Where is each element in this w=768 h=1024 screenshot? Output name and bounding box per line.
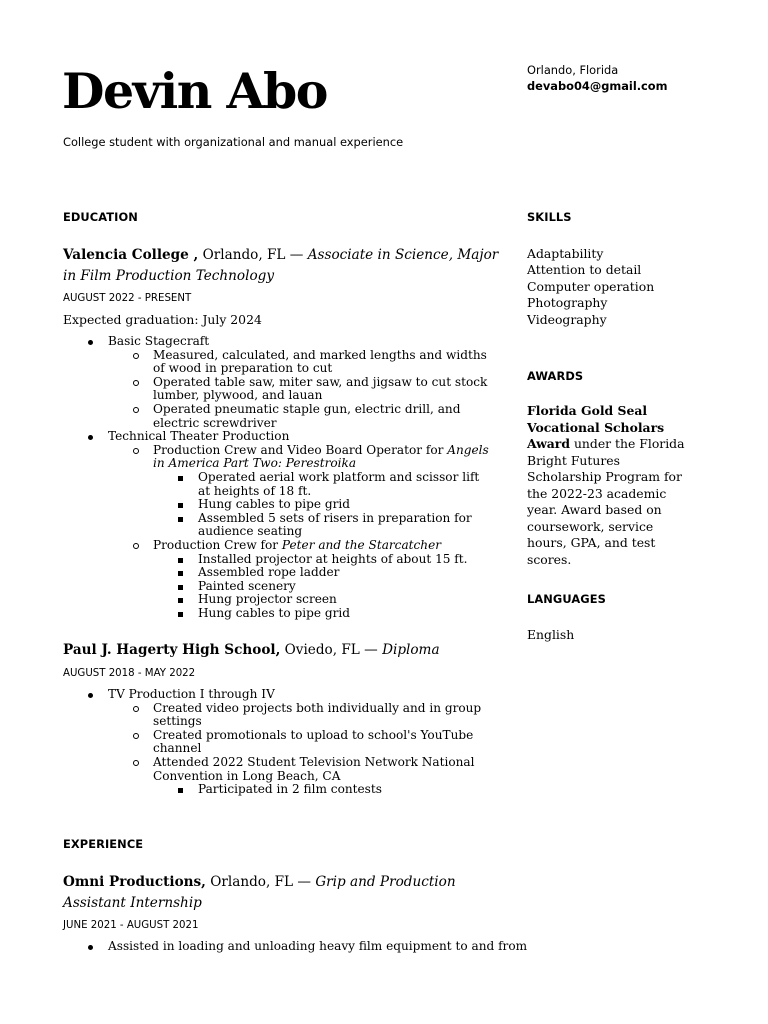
- job-role: Grip and Production Assistant Internship: [63, 874, 456, 911]
- award-name: Florida Gold Seal Vocational Scholars Award: [527, 403, 665, 451]
- course-label: Technical Theater Production: [108, 429, 290, 444]
- role-text: Production Crew for: [153, 537, 282, 552]
- list-item: [63, 688, 493, 797]
- languages-heading: LANGUAGES: [527, 592, 606, 606]
- list-item: Hung cables to pipe grid: [153, 607, 493, 621]
- list-item: Participated in 2 film contests: [153, 783, 493, 797]
- convention-tasks: [153, 783, 493, 797]
- tagline: College student with organizational and manual experience: [63, 135, 404, 149]
- list-item: [63, 335, 493, 430]
- valencia-coursework: [63, 335, 493, 620]
- list-item: Hung cables to pipe grid: [153, 498, 493, 512]
- awards-heading: AWARDS: [527, 369, 584, 383]
- peter-tasks: [153, 553, 493, 621]
- list-item: [63, 430, 493, 620]
- omni-dates: JUNE 2021 - AUGUST 2021: [63, 920, 199, 931]
- list-item: [108, 539, 493, 621]
- education-heading: EDUCATION: [63, 210, 138, 224]
- list-item: Assisted in loading and unloading heavy film equipment to and from: [63, 940, 503, 954]
- role-text: Production Crew and Video Board Operator for: [153, 442, 448, 457]
- list-item: Installed projector at heights of about 15 ft.: [153, 553, 493, 567]
- duties-list: [63, 939, 528, 954]
- list-item: Assembled 5 sets of risers in preparation for audience seating: [153, 512, 493, 539]
- production-title: Peter and the Starcatcher: [281, 537, 442, 552]
- company-location: Orlando, FL —: [205, 874, 316, 890]
- school-location: Oviedo, FL —: [280, 642, 383, 658]
- list-item: Operated aerial work platform and scissor lift at heights of 18 ft.: [153, 471, 493, 498]
- expected-graduation: Expected graduation: July 2024: [63, 312, 262, 327]
- list-item: [108, 444, 493, 539]
- list-item: Assembled rope ladder: [153, 566, 493, 580]
- list-item: Hung projector screen: [153, 593, 493, 607]
- experience-heading: EXPERIENCE: [63, 837, 144, 851]
- list-item: Created promotionals to upload to school's YouTube channel: [108, 729, 493, 756]
- course-label: TV Production I through IV: [108, 687, 275, 701]
- angels-tasks: [153, 471, 493, 539]
- skills-heading: SKILLS: [527, 210, 572, 224]
- hagerty-dates: AUGUST 2018 - MAY 2022: [63, 668, 196, 679]
- valencia-dates: AUGUST 2022 - PRESENT: [63, 293, 192, 304]
- coursework-list: [63, 335, 493, 620]
- resume-name: Devin Abo: [62, 62, 327, 120]
- hagerty-coursework: [63, 688, 493, 797]
- language-item: English: [527, 627, 575, 642]
- award-description: [527, 403, 687, 568]
- skill-item: Adaptability: [527, 246, 604, 261]
- skill-item: Attention to detail: [527, 262, 642, 278]
- omni-duties: [63, 939, 528, 954]
- stagecraft-tasks: [108, 349, 493, 431]
- item-text: Attended 2022 Student Television Network National Convention in Long Beach, CA: [153, 754, 475, 783]
- skill-item: Photography: [527, 295, 608, 311]
- list-item: Operated table saw, miter saw, and jigsaw to cut stock lumber, plywood, and lauan: [108, 376, 493, 403]
- skills-list: [527, 246, 654, 328]
- contact-info: [527, 62, 668, 94]
- theater-productions: [108, 444, 493, 621]
- email: devabo04@gmail.com: [527, 79, 668, 93]
- skill-item: Videography: [527, 311, 607, 327]
- production-title: Angels in America Part Two: Perestroika: [153, 442, 489, 471]
- company-name: Omni Productions,: [63, 874, 206, 890]
- list-item: Operated pneumatic staple gun, electric drill, and electric screwdriver: [108, 403, 493, 430]
- list-item: Created video projects both individually and in group settings: [108, 702, 493, 729]
- omni-title: [63, 872, 503, 914]
- hagerty-title: [63, 640, 503, 661]
- skill-item: Computer operation: [527, 278, 655, 294]
- coursework-list: [63, 688, 493, 797]
- list-item: [108, 756, 493, 797]
- list-item: Painted scenery: [153, 580, 493, 594]
- course-label: Basic Stagecraft: [108, 334, 210, 348]
- degree: Associate in Science, Major in Film Production Technology: [63, 247, 499, 284]
- tv-tasks: [108, 702, 493, 797]
- degree: Diploma: [382, 642, 440, 658]
- school-name: Valencia College ,: [63, 247, 199, 263]
- location: Orlando, Florida: [527, 63, 619, 77]
- valencia-title: [63, 245, 503, 287]
- list-item: Measured, calculated, and marked lengths and widths of wood in preparation to cut: [108, 349, 493, 376]
- award-details: under the Florida Bright Futures Scholarship Program for the 2022-23 academic year. Award based on coursework, service hours, GPA, and test scores.: [527, 436, 685, 567]
- school-name: Paul J. Hagerty High School,: [63, 642, 281, 658]
- school-location: Orlando, FL —: [198, 247, 308, 263]
- languages-list: [527, 627, 574, 643]
